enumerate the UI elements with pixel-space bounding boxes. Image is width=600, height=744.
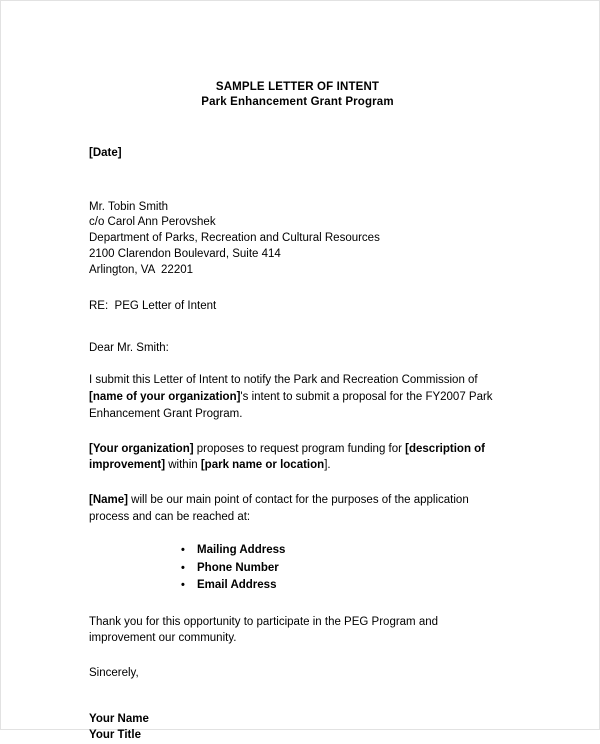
- paragraph-funding-request: [89, 441, 506, 475]
- paragraph-intent: [89, 372, 506, 423]
- signature-name: Your Name: [89, 713, 149, 726]
- subject-line: RE: PEG Letter of Intent: [89, 299, 217, 312]
- paragraph-intent-text-after: 's intent to submit a proposal for the FY2007 Park Enhancement Grant Program.: [89, 390, 493, 420]
- placeholder-contact-name: [Name]: [89, 494, 128, 507]
- paragraph-funding-text-1: proposes to request program funding for: [193, 442, 406, 455]
- letter-body: [89, 1, 506, 744]
- list-item: • Phone Number: [89, 560, 506, 577]
- signoff-line: Sincerely,: [89, 667, 139, 680]
- signature-title: Your Title: [89, 729, 141, 742]
- signature-block: [89, 712, 506, 744]
- list-item: • Email Address: [89, 577, 506, 594]
- document-heading: [89, 80, 506, 111]
- contact-details-list: [89, 542, 506, 594]
- recipient-address: [89, 200, 506, 279]
- recipient-name: Mr. Tobin Smith: [89, 200, 169, 213]
- paragraph-contact-text: will be our main point of contact for the purposes of the application process and can be reached at:: [89, 494, 469, 524]
- paragraph-funding-text-2: within: [165, 459, 201, 472]
- placeholder-organization-name: [name of your organization]: [89, 390, 241, 403]
- salutation: Dear Mr. Smith:: [89, 341, 169, 354]
- placeholder-improvement-description: [description of improvement]: [89, 442, 486, 472]
- paragraph-intent-text-before: I submit this Letter of Intent to notify the Park and Recreation Commission of: [89, 373, 478, 386]
- paragraph-contact-person: [89, 492, 506, 526]
- recipient-care-of: c/o Carol Ann Perovshek: [89, 216, 216, 229]
- date-placeholder: [Date]: [89, 146, 122, 159]
- list-item: • Mailing Address: [89, 542, 506, 559]
- paragraph-funding-text-3: ].: [324, 459, 331, 472]
- recipient-city-state-zip: Arlington, VA 22201: [89, 264, 193, 276]
- title-secondary: Park Enhancement Grant Program: [201, 96, 394, 109]
- paragraph-thank-you: Thank you for this opportunity to participate in the PEG Program and improvement our community.: [89, 615, 439, 645]
- recipient-street: 2100 Clarendon Boulevard, Suite 414: [89, 248, 281, 261]
- title-primary: SAMPLE LETTER OF INTENT: [215, 81, 380, 93]
- placeholder-your-organization: [Your organization]: [89, 442, 194, 455]
- recipient-department: Department of Parks, Recreation and Cultural Resources: [89, 232, 380, 245]
- placeholder-park-location: [park name or location: [200, 459, 325, 472]
